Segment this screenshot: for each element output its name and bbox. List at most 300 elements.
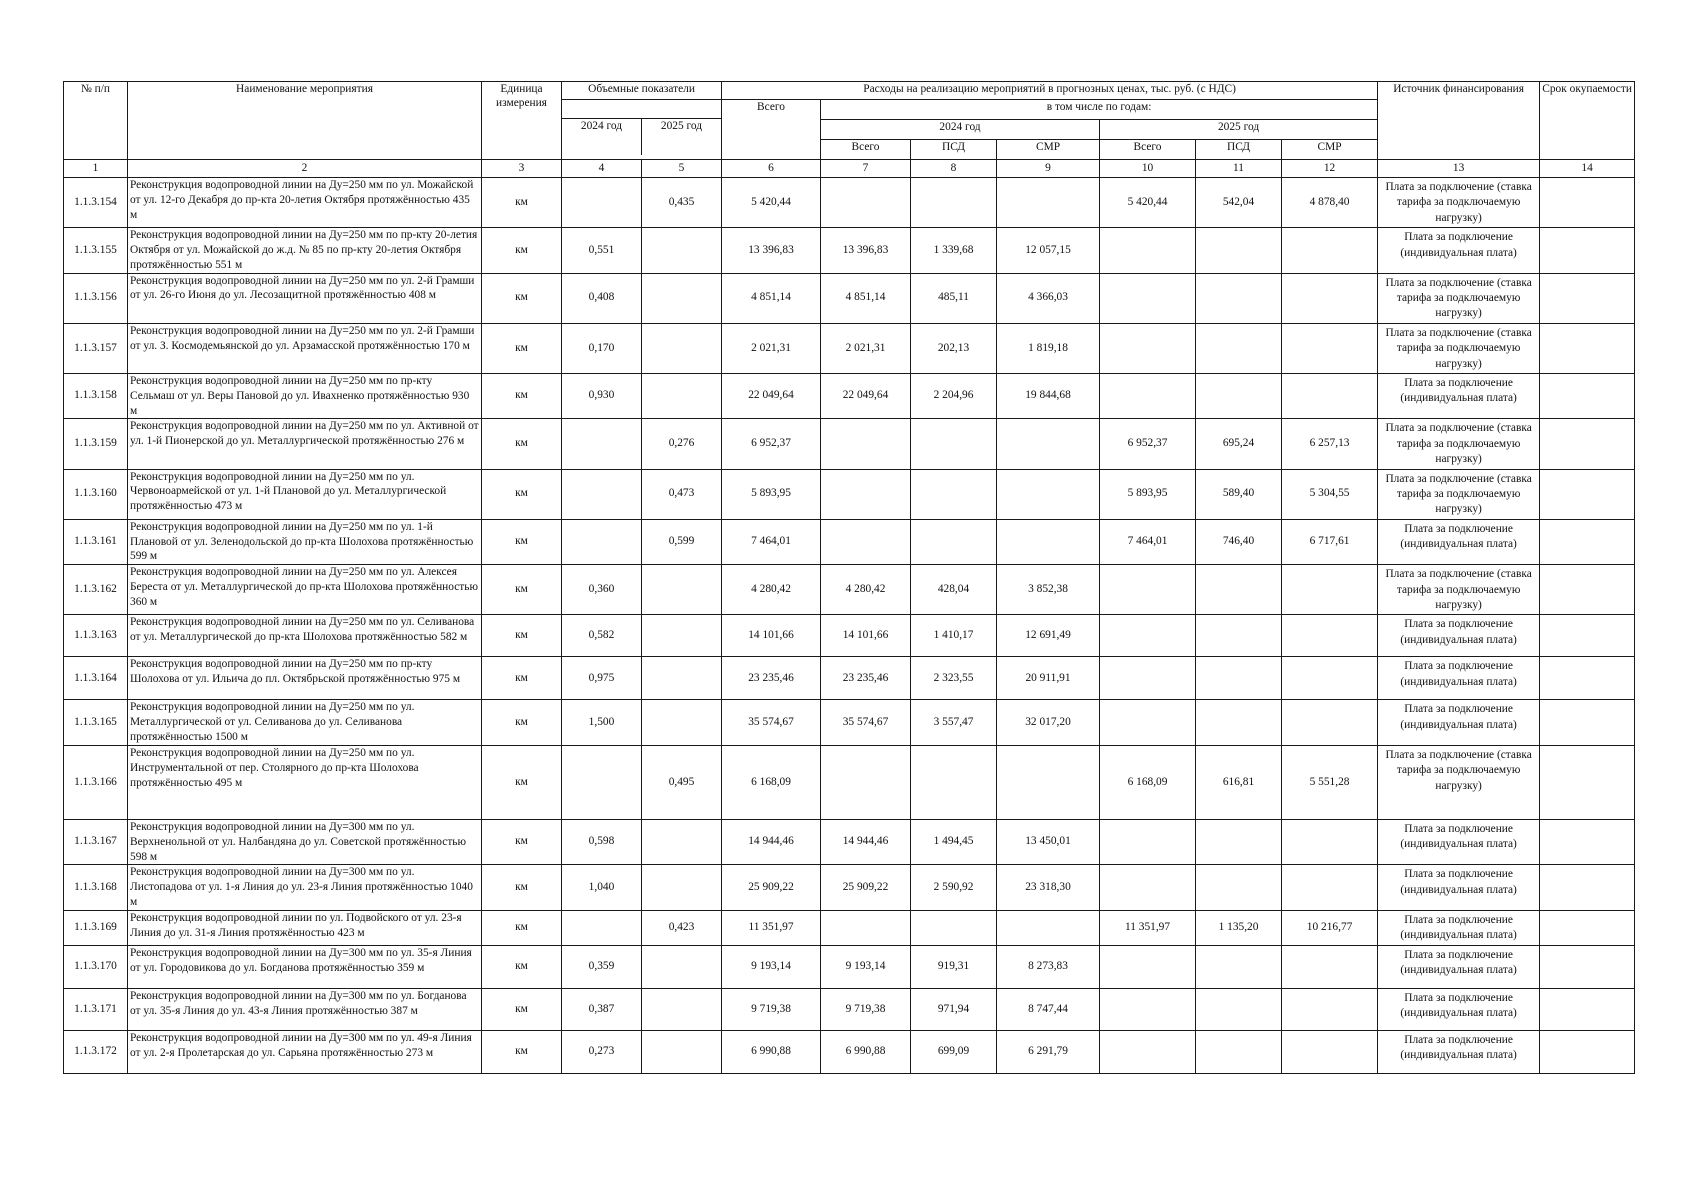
header-year-2024: 2024 год [821,120,1100,140]
cost-2025-smr [1282,273,1378,323]
volume-2024: 1,500 [562,700,642,745]
funding-source: Плата за подключение (индивидуальная плата) [1378,910,1540,945]
cost-2024-total [821,178,911,228]
cost-2024-total: 9 719,38 [821,988,911,1030]
measure-name: Реконструкция водопроводной линии на Ду=300 мм по ул. Листопадова от ул. 1-я Линия до ул. 23-я Линия протяжённостью 1040 м [128,865,482,910]
cost-2024-total: 4 851,14 [821,273,911,323]
volume-2025 [642,228,722,273]
payback-period [1540,657,1635,700]
volume-2025 [642,1030,722,1073]
funding-source: Плата за подключение (ставка тарифа за подключаемую нагрузку) [1378,323,1540,373]
unit-cell: км [482,945,562,988]
funding-source: Плата за подключение (индивидуальная плата) [1378,228,1540,273]
funding-source: Плата за подключение (ставка тарифа за подключаемую нагрузку) [1378,178,1540,228]
cost-2025-total: 11 351,97 [1100,910,1196,945]
column-number: 4 [562,160,642,178]
volume-2024: 0,598 [562,819,642,864]
cost-2024-psd [911,910,997,945]
cost-2025-total [1100,615,1196,657]
cost-2025-smr [1282,657,1378,700]
cost-2024-smr: 12 057,15 [997,228,1100,273]
cost-2024-psd: 428,04 [911,565,997,615]
header-2024-total: Всего [821,140,911,160]
measure-name: Реконструкция водопроводной линии на Ду=250 мм по ул. 2-й Грамши от ул. З. Космодемьянской до ул. Арзамасской протяжённостью 170 м [128,323,482,373]
unit-cell: км [482,565,562,615]
volume-2024 [562,469,642,519]
table-row [64,419,1635,469]
column-number: 13 [1378,160,1540,178]
unit-cell: км [482,700,562,745]
volume-2024: 0,359 [562,945,642,988]
measure-name: Реконструкция водопроводной линии на Ду=250 мм по ул. Селиванова от ул. Металлургической до пр-кта Шолохова протяжённостью 582 м [128,615,482,657]
funding-source: Плата за подключение (ставка тарифа за подключаемую нагрузку) [1378,565,1540,615]
cost-total: 22 049,64 [722,374,821,419]
cost-2025-psd [1196,700,1282,745]
cost-2025-total: 6 952,37 [1100,419,1196,469]
measure-name: Реконструкция водопроводной линии на Ду=250 мм по ул. Червоноармейской от ул. 1-й Плановой до ул. Металлургической протяжённостью 473 м [128,469,482,519]
volume-2025: 0,599 [642,519,722,564]
cost-2025-smr [1282,1030,1378,1073]
cost-2025-total [1100,1030,1196,1073]
cost-2024-total: 2 021,31 [821,323,911,373]
header-costs: Расходы на реализацию мероприятий в прогнозных ценах, тыс. руб. (с НДС) [722,82,1378,100]
cost-2025-smr [1282,819,1378,864]
funding-source: Плата за подключение (индивидуальная плата) [1378,945,1540,988]
header-num: № п/п [64,82,128,160]
cost-2025-psd: 746,40 [1196,519,1282,564]
payback-period [1540,178,1635,228]
table-row [64,819,1635,864]
cost-2024-smr: 1 819,18 [997,323,1100,373]
cost-2025-total [1100,865,1196,910]
cost-2024-total: 6 990,88 [821,1030,911,1073]
funding-source: Плата за подключение (индивидуальная плата) [1378,865,1540,910]
volume-2025 [642,988,722,1030]
row-number: 1.1.3.155 [64,228,128,273]
cost-2025-psd [1196,819,1282,864]
cost-2024-psd: 202,13 [911,323,997,373]
volume-2025 [642,273,722,323]
funding-source: Плата за подключение (ставка тарифа за подключаемую нагрузку) [1378,469,1540,519]
unit-cell: км [482,988,562,1030]
payback-period [1540,988,1635,1030]
cost-2025-psd [1196,988,1282,1030]
cost-total: 4 280,42 [722,565,821,615]
column-number-row [64,160,1635,178]
cost-2025-psd [1196,865,1282,910]
header-2024-psd: ПСД [911,140,997,160]
cost-2024-total [821,469,911,519]
volume-2024 [562,419,642,469]
cost-2024-smr [997,910,1100,945]
unit-cell: км [482,819,562,864]
cost-2025-total: 6 168,09 [1100,745,1196,819]
payback-period [1540,615,1635,657]
cost-2025-total [1100,819,1196,864]
column-number: 7 [821,160,911,178]
cost-2025-total [1100,945,1196,988]
payback-period [1540,565,1635,615]
cost-2024-psd: 3 557,47 [911,700,997,745]
volume-2024 [562,178,642,228]
cost-2024-total: 23 235,46 [821,657,911,700]
investment-measures-table [63,81,1635,1074]
header-2024-smr: СМР [997,140,1100,160]
header-unit: Единица измерения [482,82,562,160]
measure-name: Реконструкция водопроводной линии на Ду=300 мм по ул. 35-я Линия от ул. Городовикова до ул. Богданова протяжённостью 359 м [128,945,482,988]
column-number: 10 [1100,160,1196,178]
row-number: 1.1.3.154 [64,178,128,228]
cost-2025-psd: 1 135,20 [1196,910,1282,945]
cost-2024-smr: 23 318,30 [997,865,1100,910]
cost-2025-smr: 4 878,40 [1282,178,1378,228]
cost-2024-smr [997,469,1100,519]
column-number: 11 [1196,160,1282,178]
funding-source: Плата за подключение (индивидуальная плата) [1378,615,1540,657]
cost-2025-total [1100,374,1196,419]
cost-2024-smr: 12 691,49 [997,615,1100,657]
cost-total: 9 193,14 [722,945,821,988]
cost-total: 4 851,14 [722,273,821,323]
header-name: Наименование мероприятия [128,82,482,160]
column-number: 3 [482,160,562,178]
cost-2024-total: 9 193,14 [821,945,911,988]
header-2025-smr: СМР [1282,140,1378,160]
cost-total: 23 235,46 [722,657,821,700]
header-volume-spacer [562,100,722,160]
volume-2024 [562,745,642,819]
volume-2024: 1,040 [562,865,642,910]
header-volume: Объемные показатели [562,82,722,100]
table-row [64,228,1635,273]
payback-period [1540,374,1635,419]
cost-2025-psd: 589,40 [1196,469,1282,519]
measure-name: Реконструкция водопроводной линии на Ду=250 мм по ул. Металлургической от ул. Селиванова до ул. Селиванова протяжённостью 1500 м [128,700,482,745]
table-row [64,323,1635,373]
header-source: Источник финансирования [1378,82,1540,160]
measure-name: Реконструкция водопроводной линии на Ду=300 мм по ул. 49-я Линия от ул. 2-я Пролетарская до ул. Сарьяна протяжённостью 273 м [128,1030,482,1073]
unit-cell: км [482,657,562,700]
cost-total: 14 101,66 [722,615,821,657]
cost-2024-smr [997,745,1100,819]
cost-2025-psd [1196,945,1282,988]
cost-2024-psd: 971,94 [911,988,997,1030]
cost-2025-total [1100,700,1196,745]
cost-2024-psd: 2 204,96 [911,374,997,419]
volume-2024: 0,582 [562,615,642,657]
row-number: 1.1.3.158 [64,374,128,419]
cost-2024-total [821,745,911,819]
cost-2024-total: 4 280,42 [821,565,911,615]
volume-2024: 0,975 [562,657,642,700]
table-row [64,469,1635,519]
table-header [64,82,1635,178]
cost-2024-psd [911,419,997,469]
header-2025-total: Всего [1100,140,1196,160]
cost-2025-smr [1282,988,1378,1030]
row-number: 1.1.3.168 [64,865,128,910]
row-number: 1.1.3.163 [64,615,128,657]
cost-2025-total [1100,657,1196,700]
cost-total: 5 893,95 [722,469,821,519]
cost-2024-smr: 19 844,68 [997,374,1100,419]
funding-source: Плата за подключение (индивидуальная плата) [1378,374,1540,419]
payback-period [1540,819,1635,864]
column-number: 5 [642,160,722,178]
row-number: 1.1.3.159 [64,419,128,469]
unit-cell: км [482,374,562,419]
cost-2025-smr: 6 257,13 [1282,419,1378,469]
volume-2025 [642,865,722,910]
cost-2025-psd [1196,657,1282,700]
volume-2024 [562,910,642,945]
unit-cell: км [482,519,562,564]
cost-2024-total: 25 909,22 [821,865,911,910]
volume-2025 [642,565,722,615]
payback-period [1540,865,1635,910]
cost-total: 13 396,83 [722,228,821,273]
funding-source: Плата за подключение (индивидуальная плата) [1378,700,1540,745]
cost-2025-smr: 5 551,28 [1282,745,1378,819]
cost-2025-psd [1196,374,1282,419]
volume-2024: 0,387 [562,988,642,1030]
cost-total: 9 719,38 [722,988,821,1030]
header-year-2025: 2025 год [1100,120,1378,140]
cost-2024-psd: 919,31 [911,945,997,988]
unit-cell: км [482,745,562,819]
cost-2024-psd: 2 323,55 [911,657,997,700]
cost-2025-smr [1282,865,1378,910]
volume-2024: 0,273 [562,1030,642,1073]
payback-period [1540,419,1635,469]
cost-2024-psd: 1 410,17 [911,615,997,657]
header-payback: Срок окупаемости [1540,82,1635,160]
cost-2024-smr [997,419,1100,469]
volume-2024: 0,551 [562,228,642,273]
cost-2025-smr: 6 717,61 [1282,519,1378,564]
cost-2025-smr [1282,945,1378,988]
column-number: 12 [1282,160,1378,178]
cost-total: 35 574,67 [722,700,821,745]
measure-name: Реконструкция водопроводной линии на Ду=250 мм по ул. Алексея Береста от ул. Металлургической до пр-кта Шолохова протяжённостью 360 м [128,565,482,615]
cost-total: 2 021,31 [722,323,821,373]
row-number: 1.1.3.164 [64,657,128,700]
cost-2025-psd: 695,24 [1196,419,1282,469]
payback-period [1540,228,1635,273]
header-volume-2025: 2025 год [642,119,722,138]
volume-2025 [642,323,722,373]
row-number: 1.1.3.160 [64,469,128,519]
measure-name: Реконструкция водопроводной линии на Ду=250 мм по ул. Можайской от ул. 12-го Декабря до пр-кта 20-летия Октября протяжённостью 435 м [128,178,482,228]
table-row [64,1030,1635,1073]
cost-2025-smr [1282,323,1378,373]
cost-2024-psd: 485,11 [911,273,997,323]
cost-2025-smr [1282,615,1378,657]
table-row [64,565,1635,615]
cost-2024-total: 14 944,46 [821,819,911,864]
funding-source: Плата за подключение (ставка тарифа за подключаемую нагрузку) [1378,745,1540,819]
cost-2025-total [1100,988,1196,1030]
measure-name: Реконструкция водопроводной линии на Ду=250 мм по пр-кту 20-летия Октября от ул. Можайской до ж.д. № 85 по пр-кту 20-летия Октября протяжённостью 551 м [128,228,482,273]
cost-2025-psd [1196,565,1282,615]
volume-2024 [562,519,642,564]
cost-2025-psd [1196,323,1282,373]
volume-2025: 0,495 [642,745,722,819]
cost-2024-total: 35 574,67 [821,700,911,745]
table-row [64,865,1635,910]
volume-2025: 0,423 [642,910,722,945]
cost-total: 14 944,46 [722,819,821,864]
cost-2024-smr [997,178,1100,228]
cost-2024-total: 14 101,66 [821,615,911,657]
cost-2025-psd [1196,615,1282,657]
cost-2024-total [821,519,911,564]
unit-cell: км [482,865,562,910]
cost-2024-psd [911,519,997,564]
volume-2025 [642,819,722,864]
payback-period [1540,273,1635,323]
volume-2024: 0,360 [562,565,642,615]
unit-cell: км [482,910,562,945]
volume-2024: 0,170 [562,323,642,373]
column-number: 14 [1540,160,1635,178]
cost-2025-total [1100,228,1196,273]
table-row [64,945,1635,988]
table-row [64,374,1635,419]
cost-2025-total: 5 420,44 [1100,178,1196,228]
table-row [64,745,1635,819]
cost-2025-psd [1196,228,1282,273]
measure-name: Реконструкция водопроводной линии на Ду=250 мм по пр-кту Шолохова от ул. Ильича до пл. Октябрьской протяжённостью 975 м [128,657,482,700]
cost-2025-psd [1196,273,1282,323]
cost-2025-psd [1196,1030,1282,1073]
cost-2024-smr: 13 450,01 [997,819,1100,864]
volume-2025: 0,473 [642,469,722,519]
unit-cell: км [482,1030,562,1073]
cost-total: 11 351,97 [722,910,821,945]
cost-2024-psd [911,745,997,819]
row-number: 1.1.3.172 [64,1030,128,1073]
table-row [64,700,1635,745]
row-number: 1.1.3.169 [64,910,128,945]
payback-period [1540,1030,1635,1073]
volume-2025 [642,615,722,657]
cost-2024-smr: 3 852,38 [997,565,1100,615]
table-row [64,657,1635,700]
measure-name: Реконструкция водопроводной линии на Ду=250 мм по ул. Активной от ул. 1-й Пионерской до ул. Металлургической протяжённостью 276 м [128,419,482,469]
measure-name: Реконструкция водопроводной линии на Ду=300 мм по ул. Богданова от ул. 35-я Линия до ул. 43-я Линия протяжённостью 387 м [128,988,482,1030]
unit-cell: км [482,273,562,323]
volume-2025 [642,700,722,745]
header-total: Всего [722,100,821,160]
column-number: 1 [64,160,128,178]
cost-2024-smr: 8 273,83 [997,945,1100,988]
cost-2024-psd [911,178,997,228]
funding-source: Плата за подключение (индивидуальная плата) [1378,1030,1540,1073]
measure-name: Реконструкция водопроводной линии на Ду=250 мм по ул. Инструментальной от пер. Столярного до пр-кта Шолохова протяжённостью 495 м [128,745,482,819]
cost-2024-psd: 2 590,92 [911,865,997,910]
column-number: 8 [911,160,997,178]
cost-2024-smr: 32 017,20 [997,700,1100,745]
funding-source: Плата за подключение (ставка тарифа за подключаемую нагрузку) [1378,419,1540,469]
volume-2024: 0,408 [562,273,642,323]
cost-2025-smr [1282,700,1378,745]
funding-source: Плата за подключение (индивидуальная плата) [1378,519,1540,564]
cost-2024-psd: 699,09 [911,1030,997,1073]
payback-period [1540,945,1635,988]
measure-name: Реконструкция водопроводной линии на Ду=250 мм по ул. 2-й Грамши от ул. 26-го Июня до ул. Лесозащитной протяжённостью 408 м [128,273,482,323]
unit-cell: км [482,323,562,373]
volume-2025 [642,374,722,419]
row-number: 1.1.3.166 [64,745,128,819]
measure-name: Реконструкция водопроводной линии на Ду=250 мм по пр-кту Сельмаш от ул. Веры Пановой до ул. Ивахненко протяжённостью 930 м [128,374,482,419]
volume-2024: 0,930 [562,374,642,419]
cost-2025-total [1100,565,1196,615]
column-number: 2 [128,160,482,178]
payback-period [1540,700,1635,745]
cost-2025-total [1100,323,1196,373]
funding-source: Плата за подключение (ставка тарифа за подключаемую нагрузку) [1378,273,1540,323]
volume-2025 [642,945,722,988]
unit-cell: км [482,469,562,519]
payback-period [1540,910,1635,945]
cost-2024-smr [997,519,1100,564]
cost-2024-smr: 8 747,44 [997,988,1100,1030]
table-row [64,273,1635,323]
cost-total: 6 168,09 [722,745,821,819]
cost-2024-smr: 4 366,03 [997,273,1100,323]
cost-2025-total: 5 893,95 [1100,469,1196,519]
cost-total: 6 952,37 [722,419,821,469]
row-number: 1.1.3.167 [64,819,128,864]
measure-name: Реконструкция водопроводной линии по ул. Подвойского от ул. 23-я Линия до ул. 31-я Линия протяжённостью 423 м [128,910,482,945]
header-2025-psd: ПСД [1196,140,1282,160]
table-row [64,519,1635,564]
cost-total: 6 990,88 [722,1030,821,1073]
row-number: 1.1.3.165 [64,700,128,745]
payback-period [1540,745,1635,819]
cost-total: 25 909,22 [722,865,821,910]
table-row [64,615,1635,657]
cost-2025-smr: 5 304,55 [1282,469,1378,519]
column-number: 9 [997,160,1100,178]
row-number: 1.1.3.171 [64,988,128,1030]
measure-name: Реконструкция водопроводной линии на Ду=250 мм по ул. 1-й Плановой от ул. Зеленодольской до пр-кта Шолохова протяжённостью 599 м [128,519,482,564]
cost-2024-total [821,910,911,945]
row-number: 1.1.3.162 [64,565,128,615]
payback-period [1540,519,1635,564]
unit-cell: км [482,228,562,273]
volume-2025: 0,276 [642,419,722,469]
cost-2024-psd: 1 494,45 [911,819,997,864]
table-body [64,178,1635,1074]
row-number: 1.1.3.157 [64,323,128,373]
cost-2025-smr [1282,228,1378,273]
cost-total: 7 464,01 [722,519,821,564]
header-volume-2024: 2024 год [562,119,642,138]
payback-period [1540,323,1635,373]
funding-source: Плата за подключение (индивидуальная плата) [1378,819,1540,864]
unit-cell: км [482,178,562,228]
column-number: 6 [722,160,821,178]
table-row [64,988,1635,1030]
cost-2024-psd [911,469,997,519]
volume-2025 [642,657,722,700]
cost-2025-smr: 10 216,77 [1282,910,1378,945]
cost-2025-smr [1282,565,1378,615]
cost-2024-total [821,419,911,469]
header-by-years: в том числе по годам: [821,100,1378,120]
